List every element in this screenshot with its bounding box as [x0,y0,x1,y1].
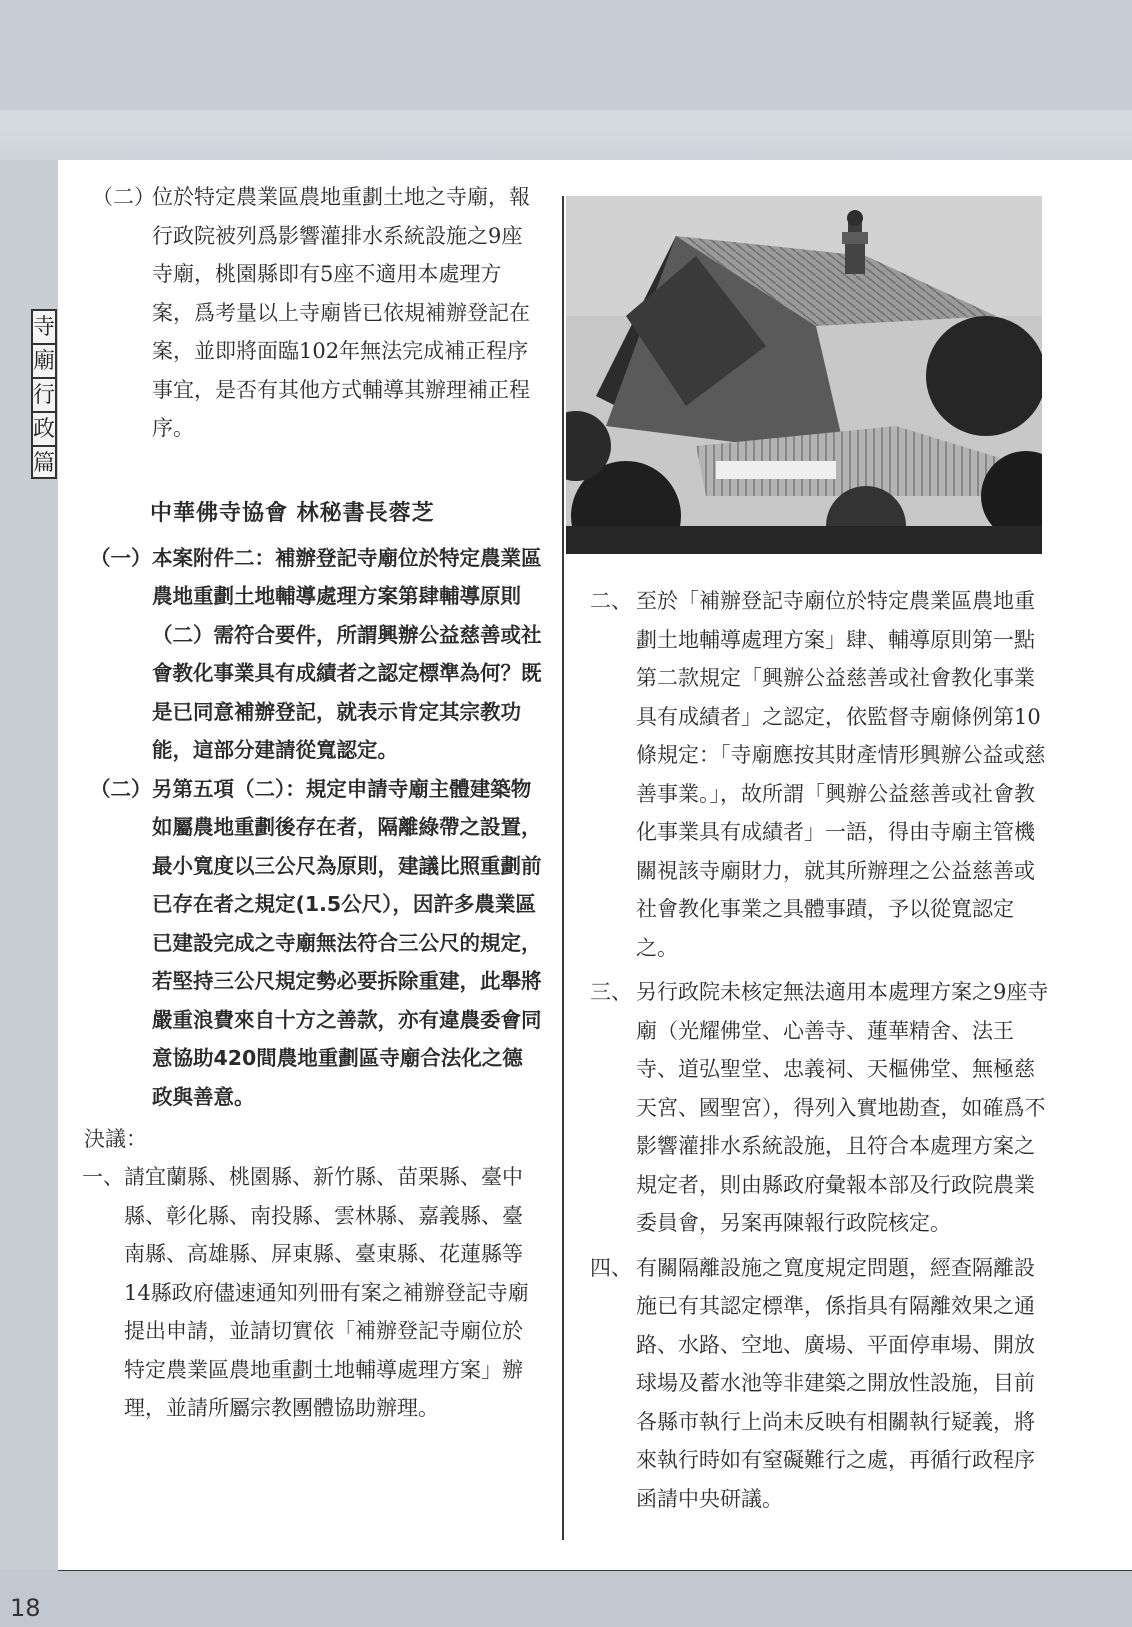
side-label-char: 行 [31,377,57,411]
item-text: 另第五項（二）：規定申請寺廟主體建築物如屬農地重劃後存在者，隔離綠帶之設置，最小寬度以三公尺為原則，建議比照重劃前已存在者之規定(1.5公尺），因許多農業區已建設完成之寺廟無法符合三公尺的規定，若堅持三公尺規定勢必要拆除重建，此舉將嚴重浪費來自十方之善款，亦有違農委會同意協助420間農地重劃區寺廟合法化之德政與善意。 [152,776,542,1109]
side-label-char: 廟 [31,343,57,377]
item-marker: 一、 [82,1165,124,1189]
item-marker: （二） [92,185,155,209]
item-marker: （二） [90,776,152,801]
speaker-item [82,770,542,1117]
item-marker: 三、 [590,980,632,1004]
item-text: 另行政院未核定無法適用本處理方案之9座寺廟（光耀佛堂、心善寺、蓮華精舍、法王寺、道弘聖堂、忠義祠、天樞佛堂、無極慈天宮、國聖宮），得列入實地勘查，如確爲不影響灌排水系統設施，且符合本處理方案之規定者，則由縣政府彙報本部及行政院農業委員會，另案再陳報行政院核定。 [636,980,1049,1235]
item-marker: 二、 [590,589,632,613]
side-label-char: 寺 [31,309,57,343]
item-marker: （一） [90,545,152,570]
item-text: 位於特定農業區農地重劃土地之寺廟，報行政院被列爲影響灌排水系統設施之9座寺廟，桃園縣即有5座不適用本處理方案，爲考量以上寺廟皆已依規補辦登記在案，並即將面臨102年無法完成補正程序事宜，是否有其他方式輔導其辦理補正程序。 [152,185,530,440]
item-text: 至於「補辦登記寺廟位於特定農業區農地重劃土地輔導處理方案」肆、輔導原則第一點第二款規定「興辦公益慈善或社會教化事業具有成績者」之認定，依監督寺廟條例第10條規定：「寺廟應按其財產情形興辦公益或慈善事業。」，故所謂「興辦公益慈善或社會教化事業具有成績者」一語，得由寺廟主管機關視該寺廟財力，就其所辦理之公益慈善或社會教化事業之具體事蹟，予以從寬認定之。 [636,589,1046,960]
item-marker: 四、 [590,1255,632,1280]
item-text: 請宜蘭縣、桃園縣、新竹縣、苗栗縣、臺中縣、彰化縣、南投縣、雲林縣、嘉義縣、臺南縣、高雄縣、屏東縣、臺東縣、花蓮縣等14縣政府儘速通知列冊有案之補辦登記寺廟提出申請，並請切實依「補辦登記寺廟位於特定農業區農地重劃土地輔導處理方案」辦理，並請所屬宗教團體協助辦理。 [124,1165,529,1420]
decision-item [590,973,1050,1243]
right-column [590,0,1050,1524]
item-text: 有關隔離設施之寬度規定問題，經查隔離設施已有其認定標準，係指具有隔離效果之通路、水路、空地、廣場、平面停車場、開放球場及蓄水池等非建築之開放性設施，目前各縣市執行上尚未反映有相關執行疑義，將來執行時如有窒礙難行之處，再循行政程序函請中央研議。 [636,1255,1035,1511]
decision-item [590,582,1050,967]
left-column [82,178,542,1428]
page-number: 18 [10,1594,41,1622]
item-text: 本案附件二：補辦登記寺廟位於特定農業區農地重劃土地輔導處理方案第肆輔導原則（二）需符合要件，所謂興辦公益慈善或社會教化事業具有成績者之認定標準為何？既是已同意補辦登記，就表示肯定其宗教功能，這部分建請從寬認定。 [152,545,542,762]
speaker-heading: 中華佛寺協會 林秘書長蓉芝 [150,499,435,526]
decision-item [82,1158,542,1428]
decision-item [590,1249,1050,1519]
section-side-label [31,309,57,479]
footer-band [0,1570,1132,1627]
speaker-item [82,539,542,770]
side-label-char: 篇 [31,445,57,479]
column-divider [562,196,564,1540]
decision-heading: 決議： [84,1127,147,1151]
side-label-char: 政 [31,411,57,445]
question-item [82,178,542,448]
